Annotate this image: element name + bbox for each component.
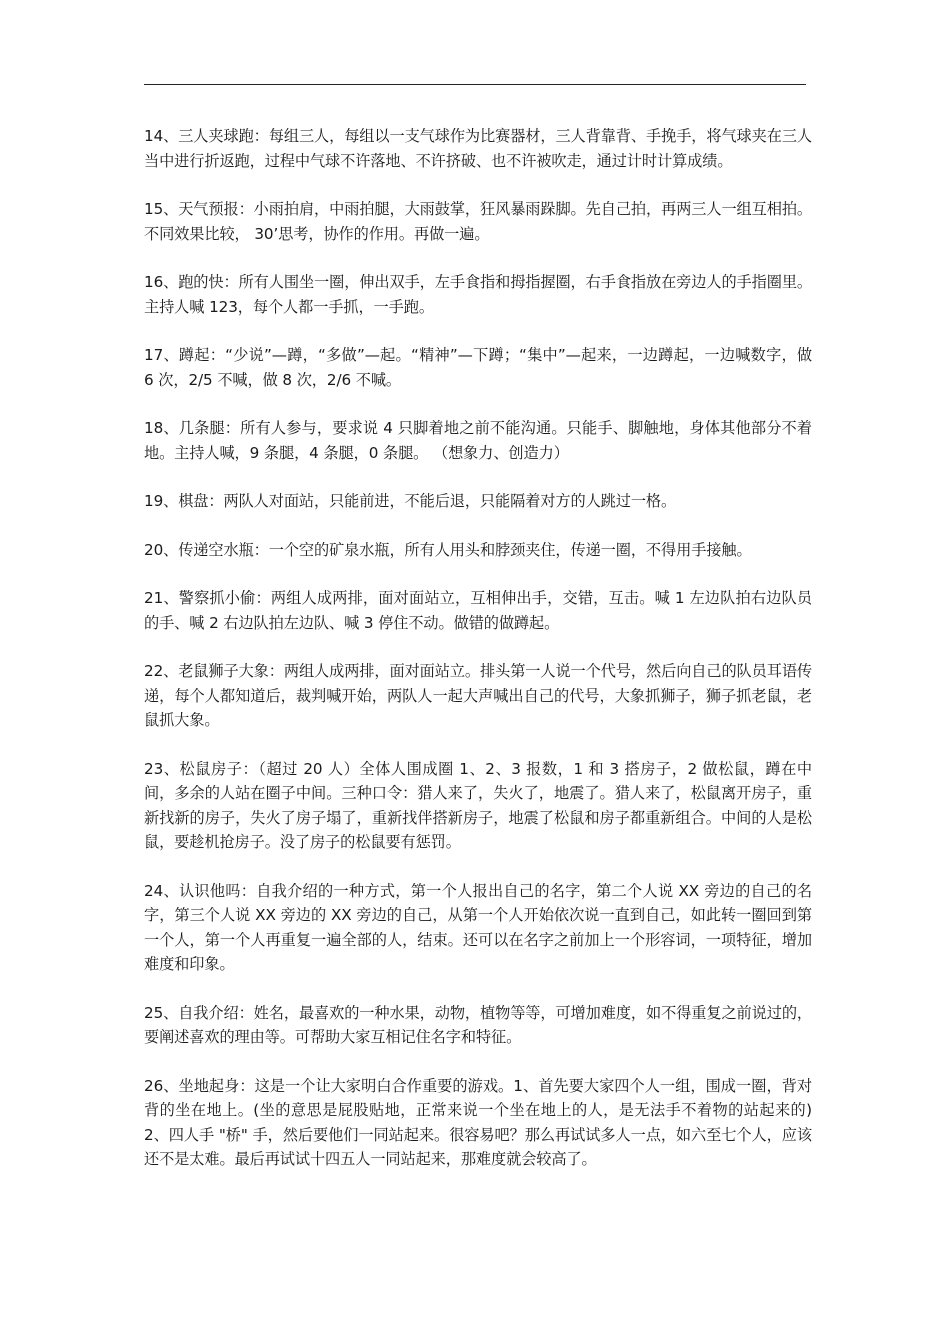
- item-25-self-introduction: 25、自我介绍：姓名，最喜欢的一种水果，动物，植物等等，可增加难度，如不得重复之前说过的，要阐述喜欢的理由等。可帮助大家互相记住名字和特征。: [144, 1003, 812, 1046]
- item-17-squat-up: 17、蹲起：“少说”—蹲，“多做”—起。“精神”—下蹲；“集中”—起来，一边蹲起，一边喊数字，做 6 次，2/5 不喊，做 8 次，2/6 不喊。: [144, 346, 812, 389]
- item-16-run-fast: 16、跑的快：所有人围坐一圈，伸出双手，左手食指和拇指握圈，右手食指放在旁边人的手指圈里。主持人喊 123，每个人都一手抓，一手跑。: [144, 273, 812, 316]
- item-15-weather-forecast: 15、天气预报：小雨拍肩，中雨拍腿，大雨鼓掌，狂风暴雨跺脚。先自己拍，再两三人一组互相拍。不同效果比较， 30’思考，协作的作用。再做一遍。: [144, 200, 812, 243]
- item-14-three-person-ball-run: 14、三人夹球跑：每组三人，每组以一支气球作为比赛器材，三人背靠背、手挽手，将气球夹在三人当中进行折返跑，过程中气球不许落地、不许挤破、也不许被吹走，通过计时计算成绩。: [144, 127, 812, 170]
- item-18-how-many-legs: 18、几条腿：所有人参与，要求说 4 只脚着地之前不能沟通。只能手、脚触地，身体其他部分不着地。主持人喊，9 条腿，4 条腿，0 条腿。 （想象力、创造力）: [144, 419, 812, 462]
- item-21-cops-and-thieves: 21、警察抓小偷：两组人成两排，面对面站立，互相伸出手，交错，互击。喊 1 左边队拍右边队员的手、喊 2 右边队拍左边队、喊 3 停住不动。做错的做蹲起。: [144, 589, 812, 632]
- item-22-mouse-lion-elephant: 22、老鼠狮子大象：两组人成两排，面对面站立。排头第一人说一个代号，然后向自己的队员耳语传递，每个人都知道后，裁判喊开始，两队人一起大声喊出自己的代号，大象抓狮子，狮子抓老鼠，老鼠抓大象。: [144, 662, 812, 729]
- item-20-pass-empty-bottle: 20、传递空水瓶：一个空的矿泉水瓶，所有人用头和脖颈夹住，传递一圈，不得用手接触。: [144, 540, 752, 559]
- document-body: [144, 124, 812, 1196]
- item-23-squirrel-house: 23、松鼠房子：（超过 20 人）全体人围成圈 1、2、3 报数，1 和 3 搭房子，2 做松鼠，蹲在中间，多余的人站在圈子中间。三种口令：猎人来了，失火了，地震了。猎人来了，松鼠离开房子，重新找新的房子，失火了房子塌了，重新找伴搭新房子，地震了松鼠和房子都重新组合。中间的人是松鼠，要趁机抢房子。没了房子的松鼠要有惩罚。: [144, 759, 812, 851]
- header-rule: [144, 84, 806, 85]
- item-24-do-you-know-him: 24、认识他吗：自我介绍的一种方式，第一个人报出自己的名字，第二个人说 XX 旁边的自己的名字，第三个人说 XX 旁边的 XX 旁边的自己，从第一个人开始依次说一直到自己，如此转一圈回到第一个人，第一个人再重复一遍全部的人，结束。还可以在名字之前加上一个形容词，一项特征，增加难度和印象。: [144, 881, 812, 973]
- item-19-chessboard: 19、棋盘：两队人对面站，只能前进，不能后退，只能隔着对方的人跳过一格。: [144, 492, 677, 510]
- item-26-sit-and-stand: 26、坐地起身：这是一个让大家明白合作重要的游戏。1、首先要大家四个人一组，围成一圈，背对背的坐在地上。(坐的意思是屁股贴地，正常来说一个坐在地上的人，是无法手不着物的站起来的) 2、四人手 "桥" 手，然后要他们一同站起来。很容易吧？那么再试试多人一点，如六至七个人，应该还不是太难。最后再试试十四五人一同站起来，那难度就会较高了。: [144, 1076, 812, 1168]
